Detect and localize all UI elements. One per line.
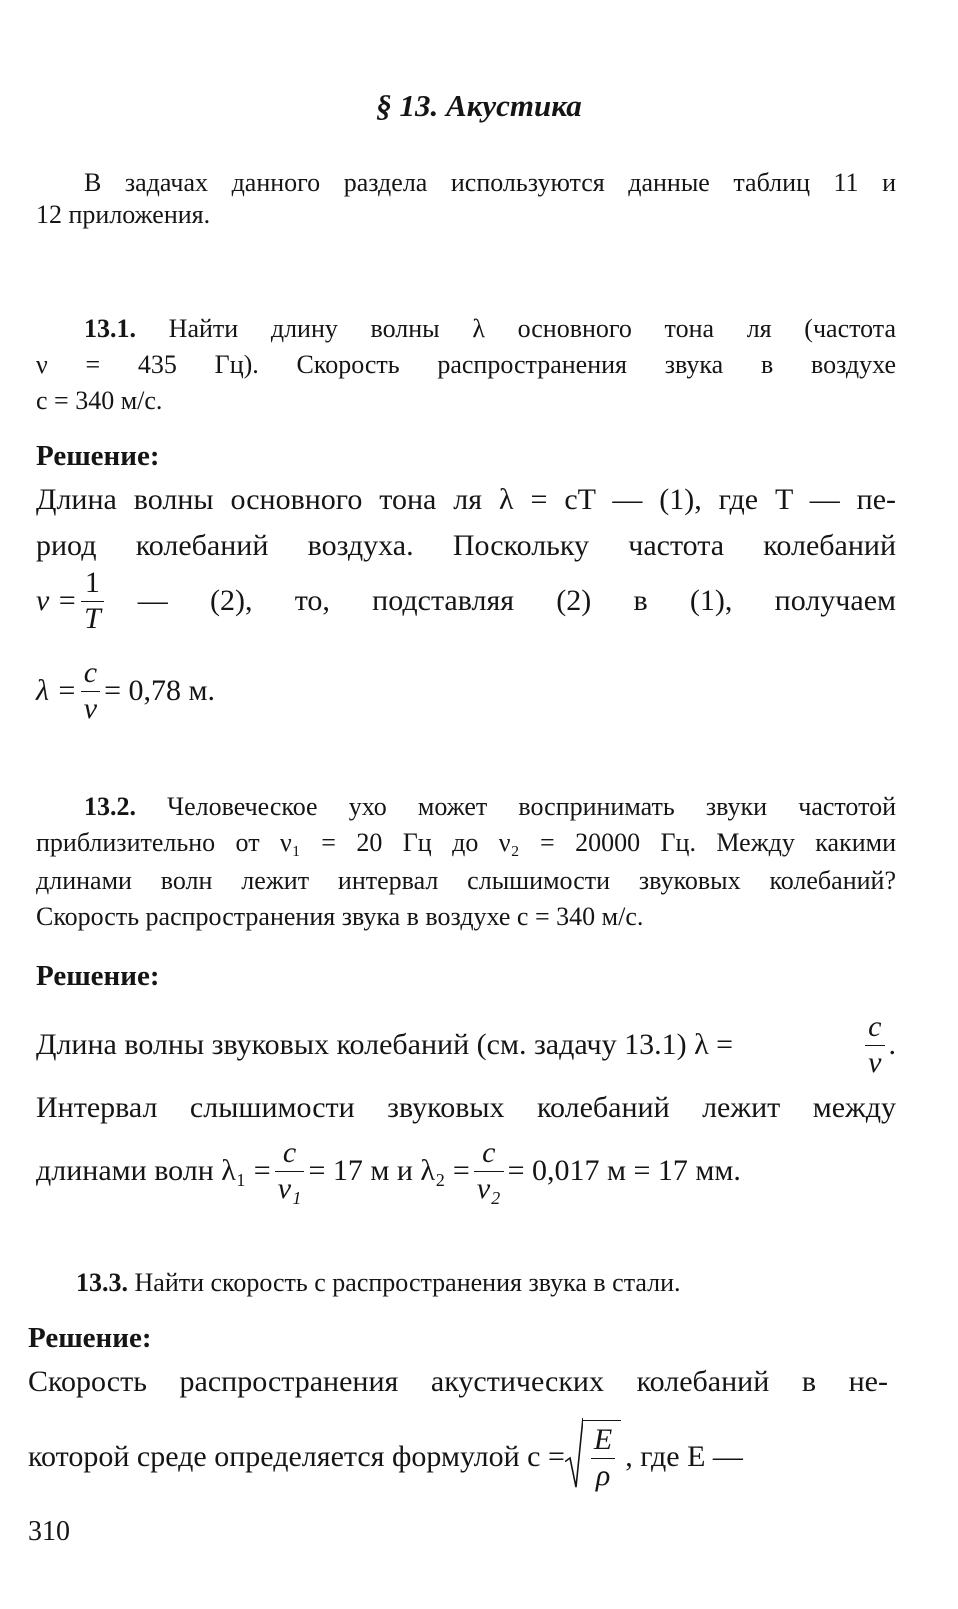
equation-rhs: = 0,78 м. <box>104 674 215 707</box>
solution-text: = 17 м и λ₂ = <box>308 1154 470 1187</box>
problem-statement: Найти длину волны λ основного тона ля (частота <box>168 314 897 343</box>
problem-13-1-line-1 <box>84 312 896 346</box>
fraction-numerator: c <box>865 1010 884 1046</box>
problem-number: 13.3. <box>76 1268 128 1297</box>
intro-line-1 <box>84 166 896 200</box>
fraction <box>81 566 104 636</box>
solution-text: = 0,017 м = 17 мм. <box>507 1154 741 1187</box>
problem-13-1-line-3: c = 340 м/с. <box>36 386 163 415</box>
square-root <box>565 1420 621 1493</box>
problem-13-3-line-1 <box>76 1266 896 1300</box>
problem-number: 13.2. <box>84 792 136 821</box>
fraction-denominator: ρ <box>595 1458 611 1492</box>
solution-text: длинами волн λ₁ = <box>36 1154 271 1187</box>
fraction-denominator: ν₂ <box>476 1171 501 1205</box>
problem-13-2-line-3: длинами волн лежит интервал слышимости звуковых колебаний? <box>36 866 896 895</box>
solution-13-1-line-1: Длина волны основного тона ля λ = cT — (1), где T — пе- <box>36 483 896 516</box>
equation-lhs: ν = <box>36 584 78 617</box>
problem-statement: Найти скорость c распространения звука в стали. <box>134 1268 681 1297</box>
fraction-numerator: E <box>591 1423 615 1459</box>
equation-wavelength-result <box>36 656 215 726</box>
equation-frequency <box>36 566 896 636</box>
solution-label: Решение: <box>28 1322 152 1354</box>
solution-label: Решение: <box>36 960 160 992</box>
problem-number: 13.1. <box>84 314 136 343</box>
fraction <box>865 1010 884 1080</box>
solution-13-2-line-1 <box>36 1010 896 1080</box>
solution-text-end: . <box>888 1028 896 1061</box>
page-number: 310 <box>28 1516 70 1547</box>
problem-13-2-line-4: Скорость распространения звука в воздухе c = 340 м/с. <box>36 902 644 931</box>
solution-label: Решение: <box>36 440 160 472</box>
radicand <box>583 1420 621 1493</box>
fraction <box>81 656 100 726</box>
radical-sign-icon <box>565 1416 583 1489</box>
fraction-numerator: c <box>275 1136 305 1172</box>
fraction-denominator: ν <box>868 1045 882 1079</box>
equation-lhs: λ = <box>36 674 77 707</box>
intro-line-2: 12 приложения. <box>36 200 211 229</box>
problem-13-2-line-1 <box>84 790 896 824</box>
fraction <box>474 1136 504 1206</box>
solution-text: Длина волны звуковых колебаний (см. задачу 13.1) λ = <box>36 1028 734 1061</box>
problem-13-2-line-2: приблизительно от ν₁ = 20 Гц до ν₂ = 20000 Гц. Между какими <box>36 828 896 857</box>
solution-text: которой среде определяется формулой c = <box>28 1439 565 1473</box>
solution-13-1-line-2: риод колебаний воздуха. Поскольку частота колебаний <box>36 529 896 562</box>
fraction <box>275 1136 305 1206</box>
fraction-numerator: c <box>474 1136 504 1172</box>
fraction-numerator: c <box>81 656 100 692</box>
solution-13-2-line-3 <box>36 1136 741 1206</box>
solution-13-2-line-2: Интервал слышимости звуковых колебаний лежит между <box>36 1091 896 1124</box>
problem-13-1-line-2: ν = 435 Гц). Скорость распространения звука в воздухе <box>36 350 896 379</box>
fraction-denominator: T <box>84 601 101 635</box>
fraction-numerator: 1 <box>81 566 104 602</box>
solution-text: , где E — <box>625 1439 743 1473</box>
fraction <box>591 1423 615 1493</box>
problem-statement: Человеческое ухо может воспринимать звуки частотой <box>167 792 897 821</box>
equation-text: — (2), то, подставляя (2) в (1), получаем <box>137 584 896 617</box>
intro-part-1: В задачах данного раздела используются данные таблиц 11 и <box>84 168 896 197</box>
fraction-denominator: ν <box>83 691 98 725</box>
section-title: § 13. Акустика <box>376 88 582 123</box>
fraction-denominator: ν₁ <box>277 1171 302 1205</box>
solution-13-3-line-2 <box>28 1420 743 1493</box>
solution-13-3-line-1: Скорость распространения акустических колебаний в не- <box>28 1365 888 1398</box>
